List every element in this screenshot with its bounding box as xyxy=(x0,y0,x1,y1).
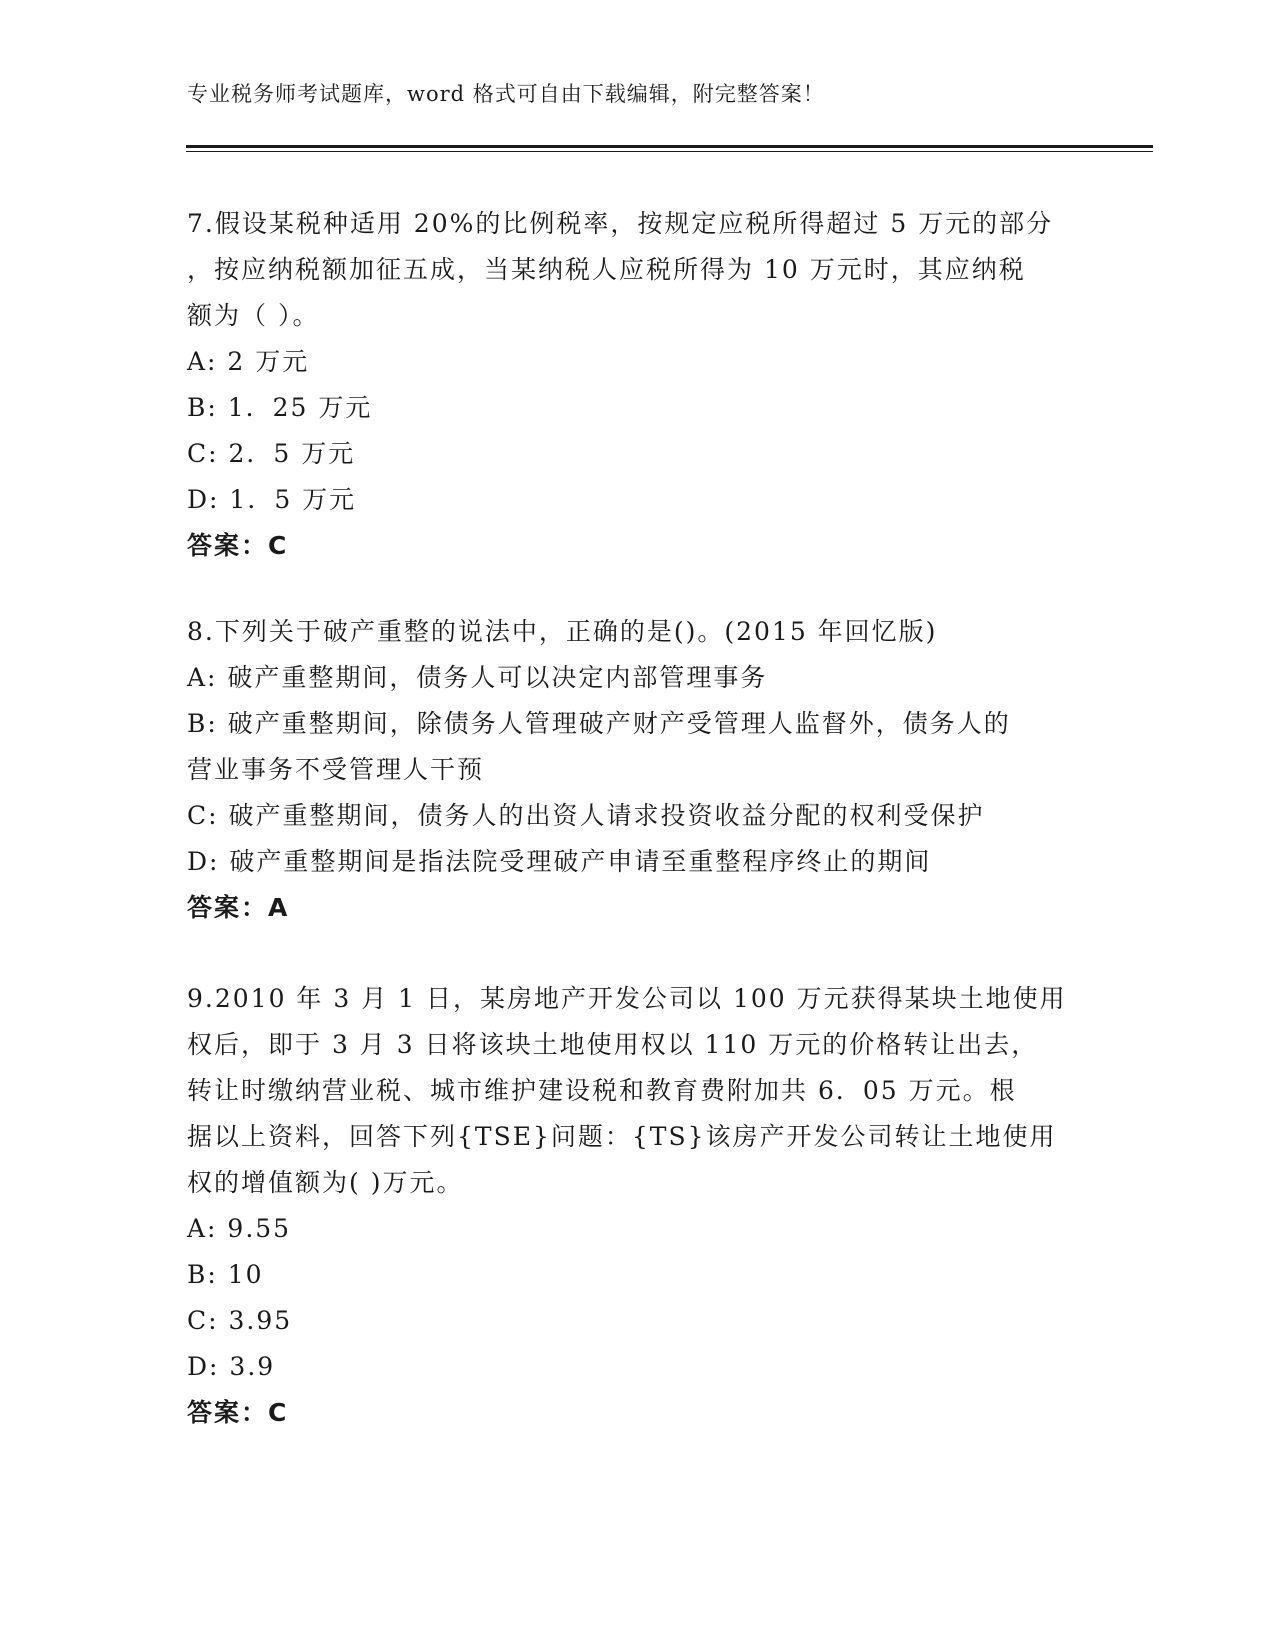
header-rule-thick xyxy=(186,145,1153,148)
question-stem-line: ，按应纳税额加征五成，当某纳税人应税所得为 10 万元时，其应纳税 xyxy=(187,255,1026,284)
document-header: 专业税务师考试题库，word 格式可自由下载编辑，附完整答案！ xyxy=(187,82,825,106)
question-stem-line: 9.2010 年 3 月 1 日，某房地产开发公司以 100 万元获得某块土地使用 xyxy=(187,984,1067,1013)
answer: 答案：C xyxy=(187,531,289,560)
question-8 xyxy=(187,609,1087,931)
question-stem-line: 8.下列关于破产重整的说法中，正确的是()。(2015 年回忆版) xyxy=(187,617,938,646)
answer: 答案：A xyxy=(187,893,290,922)
option-c: C: 3.95 xyxy=(187,1306,293,1335)
option-b: B: 1．25 万元 xyxy=(187,393,373,422)
option-b: B: 破产重整期间，除债务人管理破产财产受管理人监督外，债务人的 xyxy=(187,709,1011,738)
question-stem-line: 据以上资料，回答下列{TSE}问题：{TS}该房产开发公司转让土地使用 xyxy=(187,1122,1057,1151)
header-rule-thin xyxy=(186,151,1153,152)
question-stem-line: 权后，即于 3 月 3 日将该块土地使用权以 110 万元的价格转让出去， xyxy=(187,1030,1039,1059)
question-7 xyxy=(187,201,1087,569)
option-b-continued: 营业事务不受管理人干预 xyxy=(187,755,485,784)
answer: 答案：C xyxy=(187,1398,289,1427)
option-b: B: 10 xyxy=(187,1260,264,1289)
option-d: D: 破产重整期间是指法院受理破产申请至重整程序终止的期间 xyxy=(187,847,932,876)
question-stem-line: 转让时缴纳营业税、城市维护建设税和教育费附加共 6．05 万元。根 xyxy=(187,1076,1017,1105)
option-a: A: 破产重整期间，债务人可以决定内部管理事务 xyxy=(187,663,768,692)
option-a: A: 9.55 xyxy=(187,1214,292,1243)
question-stem-line: 额为（ ）。 xyxy=(187,301,320,330)
option-a: A: 2 万元 xyxy=(187,347,310,376)
option-c: C: 破产重整期间，债务人的出资人请求投资收益分配的权利受保护 xyxy=(187,801,985,830)
question-9 xyxy=(187,976,1087,1436)
option-d: D: 1．5 万元 xyxy=(187,485,357,514)
option-c: C: 2．5 万元 xyxy=(187,439,356,468)
question-stem-line: 7.假设某税种适用 20%的比例税率，按规定应税所得超过 5 万元的部分 xyxy=(187,209,1054,238)
option-d: D: 3.9 xyxy=(187,1352,276,1381)
question-stem-line: 权的增值额为( )万元。 xyxy=(187,1168,464,1197)
